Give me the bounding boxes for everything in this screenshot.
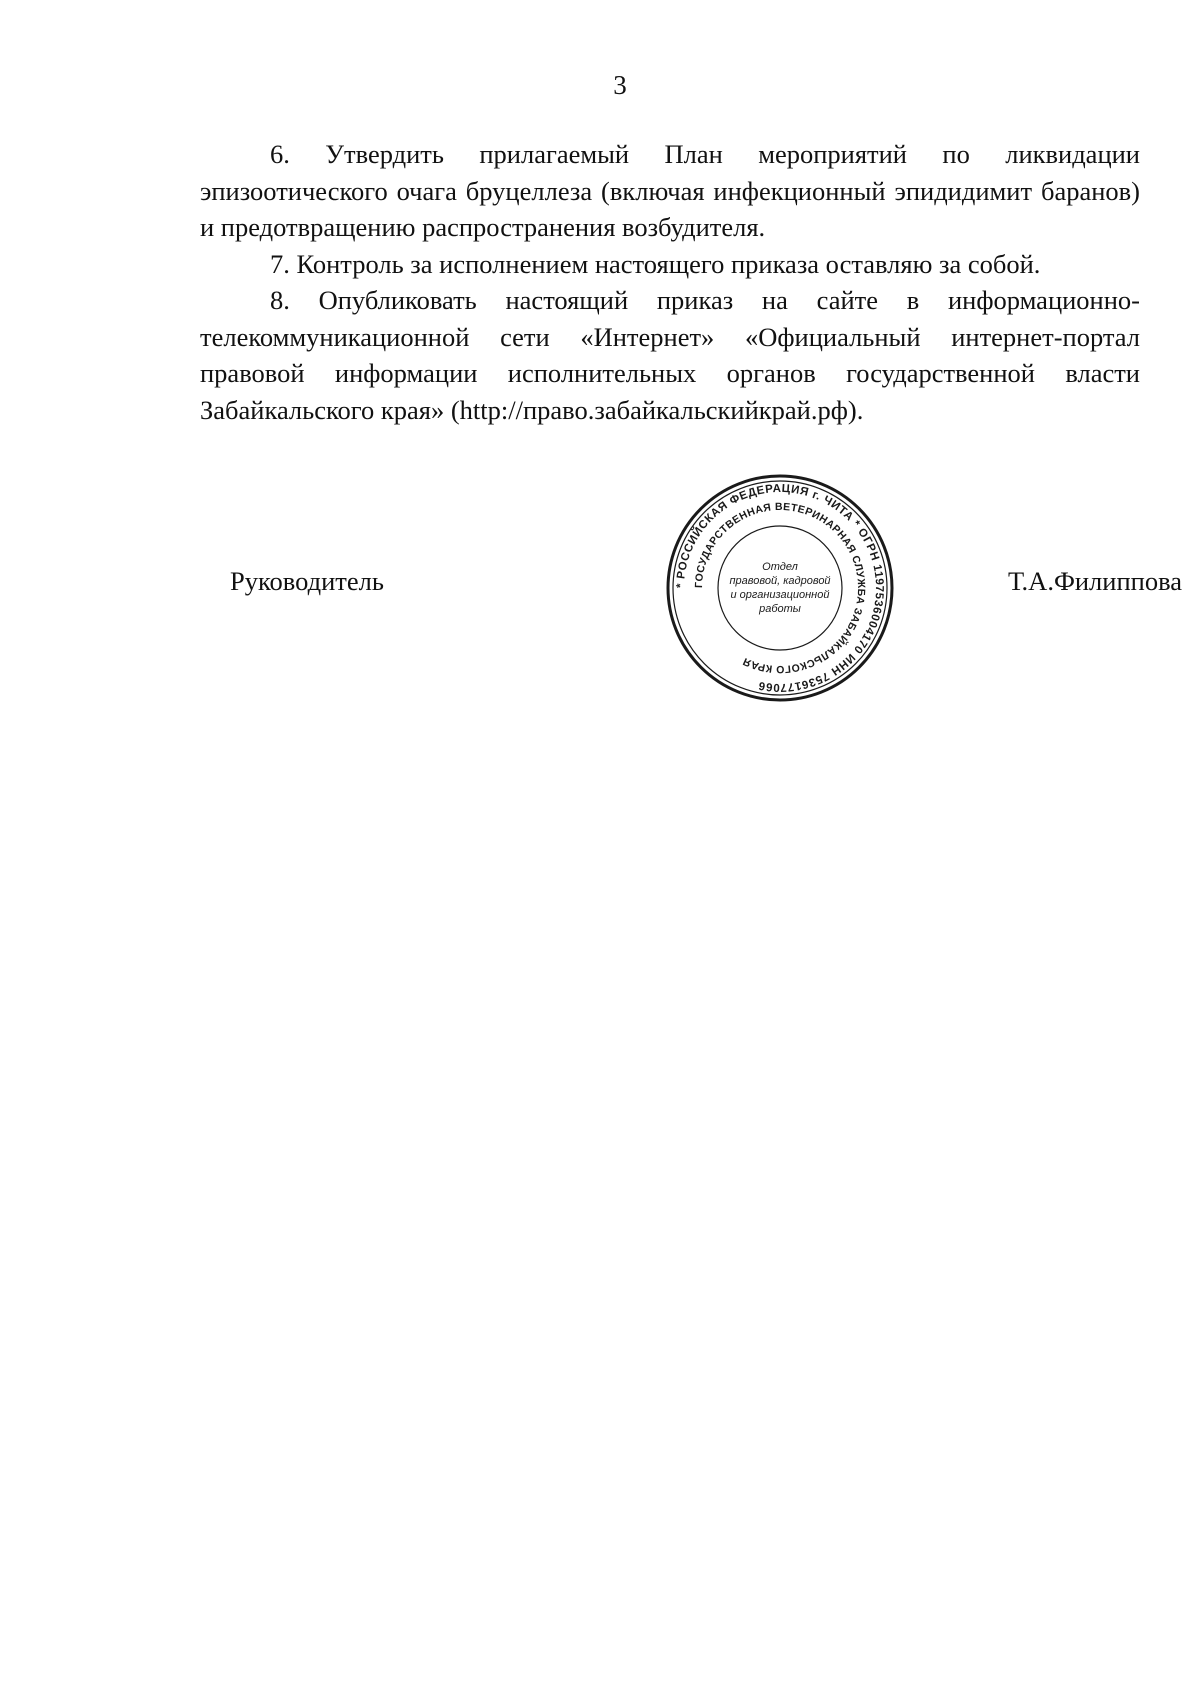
seal-center-line-4: работы: [759, 603, 801, 615]
official-seal: [665, 473, 895, 703]
seal-center-line-2: правовой, кадровой: [729, 575, 831, 587]
seal-outer-ring-text: * РОССИЙСКАЯ ФЕДЕРАЦИЯ г. ЧИТА * ОГРН 1197536004170 ИНН 7536177066: [674, 482, 886, 694]
order-body: [200, 136, 1140, 428]
signature-role: Руководитель: [230, 566, 384, 596]
svg-text:ГОСУДАРСТВЕННАЯ ВЕТЕРИНАРНАЯ С: [693, 501, 867, 675]
paragraph-7: 7. Контроль за исполнением настоящего приказа оставляю за собой.: [270, 248, 1041, 279]
seal-icon: [665, 473, 895, 703]
page-number: 3: [613, 70, 627, 100]
seal-center-line-1: Отдел: [762, 561, 798, 573]
svg-text:* РОССИЙСКАЯ ФЕДЕРАЦИЯ г. ЧИТА: [675, 483, 885, 693]
paragraph-6: 6. Утвердить прилагаемый План мероприятий по ликвидации эпизоотического очага бруцеллеза (включая инфекционный эпидидимит баранов) и предотвращению распространения возбудителя.: [200, 139, 1140, 242]
seal-middle-ring-text: ГОСУДАРСТВЕННАЯ ВЕТЕРИНАРНАЯ СЛУЖБА ЗАБАЙКАЛЬСКОГО КРАЯ: [692, 500, 868, 676]
paragraph-8: 8. Опубликовать настоящий приказ на сайте в информационно-телекоммуникационной сети «Интернет» «Официальный интернет-портал правовой информации исполнительных органов государственной власти Забайкальского края» (http://право.забайкальскийкрай.рф).: [200, 285, 1140, 425]
signature-name: Т.А.Филиппова: [1008, 566, 1182, 596]
seal-center-line-3: и организационной: [730, 589, 830, 601]
